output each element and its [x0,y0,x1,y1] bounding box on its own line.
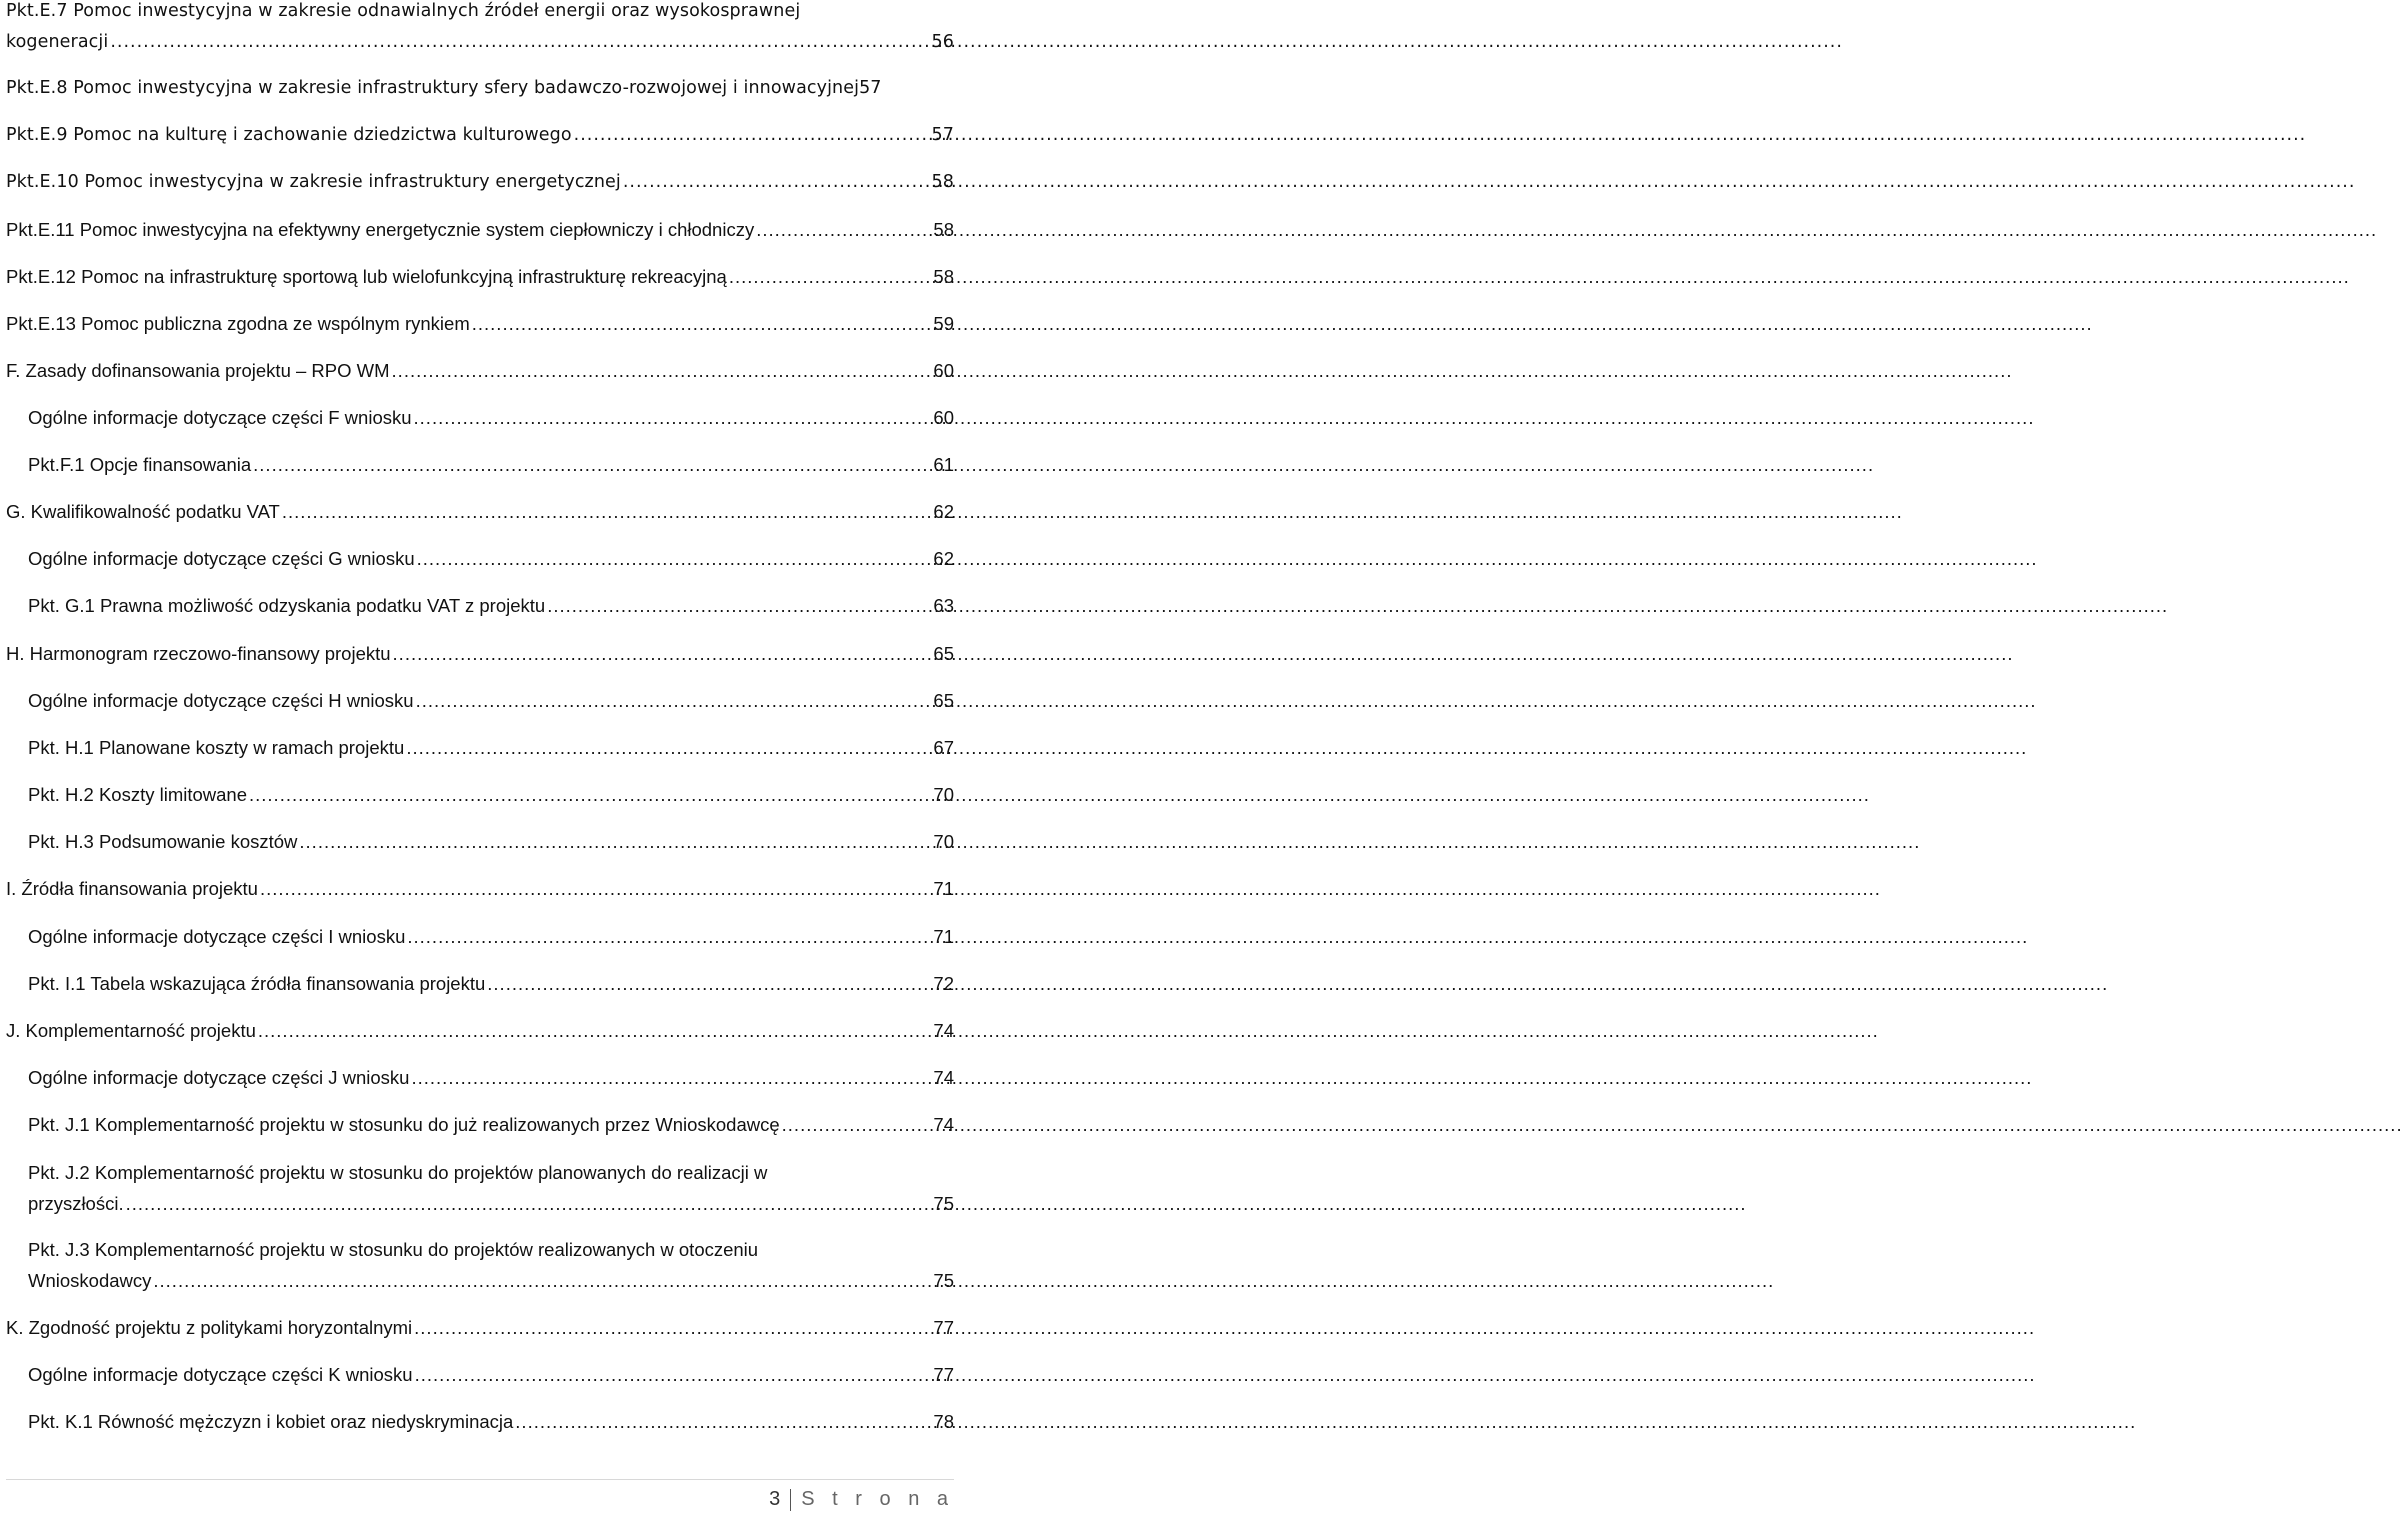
toc-page-number: 61 [933,454,954,475]
toc-entry[interactable] [6,1312,954,1343]
toc-entry-title: Ogólne informacje dotyczące części H wniosku [28,690,414,711]
toc-page-number: 58 [931,172,954,192]
dot-leader [249,779,931,810]
dot-leader [416,685,932,716]
toc-entry[interactable]: Pkt.E.7 Pomoc inwestycyjna w zakresie odnawialnych źródeł energii oraz wysokosprawnej kogeneracji ..... 56 [6,0,954,58]
toc-entry-title: H. Harmonogram rzeczowo-finansowy projektu [6,643,391,664]
dot-leader [153,1265,931,1296]
toc-page-number: 70 [933,831,954,852]
toc-entry[interactable] [28,968,954,999]
dot-leader [547,590,931,621]
toc-entry[interactable] [28,1109,954,1140]
dot-leader [253,449,931,480]
toc-page-number: 74 [933,1114,954,1135]
dot-leader [417,543,932,574]
dot-leader [414,402,932,433]
dot-leader [282,496,932,527]
toc-page-number: 59 [933,313,954,334]
dot-leader [407,921,931,952]
toc-entry[interactable] [6,496,954,527]
dot-leader [782,1109,932,1140]
toc-entry[interactable] [6,308,954,339]
toc-entry-title: Ogólne informacje dotyczące części F wniosku [28,407,412,428]
toc-page-number: 77 [933,1317,954,1338]
toc-entry[interactable] [28,1062,954,1093]
toc-page-number: 75 [933,1193,954,1214]
toc-entry-title: Pkt.E.13 Pomoc publiczna zgodna ze wspólnym rynkiem [6,313,470,334]
toc-page-number: 75 [933,1270,954,1291]
toc-page-number: 60 [933,407,954,428]
footer-page-number: 3 [769,1488,781,1510]
toc-page-number: 63 [933,595,954,616]
toc-entry-title: przyszłości. [28,1193,124,1214]
toc-entry[interactable] [6,120,954,151]
toc-entry-title: F. Zasady dofinansowania projektu – RPO WM [6,360,390,381]
toc-page-number: 60 [933,360,954,381]
toc-page-number: 74 [933,1067,954,1088]
toc-entry[interactable] [28,449,954,480]
toc-page-number: 62 [933,501,954,522]
dot-leader [258,1015,932,1046]
dot-leader [299,826,931,857]
toc-page-number: 58 [933,266,954,287]
toc-entry[interactable] [28,779,954,810]
toc-entry[interactable] [6,73,954,104]
toc-entry[interactable] [28,826,954,857]
toc-entry-title: K. Zgodność projektu z politykami horyzontalnymi [6,1317,413,1338]
toc-entry-title: Ogólne informacje dotyczące części K wniosku [28,1364,413,1385]
toc-entry[interactable] [28,402,954,433]
toc-page-number: 71 [933,878,954,899]
toc-page-number: 71 [933,926,954,947]
dot-leader [472,308,932,339]
toc-page-number: 74 [933,1020,954,1041]
toc-page-number: 72 [933,973,954,994]
dot-leader [406,732,931,763]
dot-leader [415,1359,932,1390]
toc-page-number: 70 [933,784,954,805]
toc-page-number: 67 [933,737,954,758]
toc-entry-title: Pkt.E.11 Pomoc inwestycyjna na efektywny energetycznie system ciepłowniczy i chłodniczy [6,219,755,240]
toc-entry-title: Ogólne informacje dotyczące części I wniosku [28,926,406,947]
dot-leader [126,1188,932,1219]
toc-page-number: 58 [933,219,954,240]
dot-leader [756,214,931,245]
toc-page-number: 65 [933,690,954,711]
dot-leader [414,1312,931,1343]
toc-entry[interactable] [6,873,954,904]
toc-entry-title: G. Kwalifikowalność podatku VAT [6,501,280,522]
toc-entry-title: Pkt. H.1 Planowane koszty w ramach projektu [28,737,405,758]
toc-entry[interactable] [6,1015,954,1046]
toc-entry-title: J. Komplementarność projektu [6,1020,256,1041]
dot-leader [110,27,929,58]
dot-leader [411,1062,931,1093]
dot-leader [729,261,932,292]
toc-page-number: 57 [859,78,882,98]
toc-entry[interactable] [28,1359,954,1390]
dot-leader [393,638,932,669]
toc-page-number: 78 [933,1411,954,1432]
dot-leader [574,120,930,151]
toc-page-number: 56 [931,32,954,52]
toc-entry-title: Pkt.E.9 Pomoc na kulturę i zachowanie dziedzictwa kulturowego [6,125,572,145]
toc-entry-title: I. Źródła finansowania projektu [6,878,258,899]
footer-label: S t r o n a [801,1488,954,1510]
toc-entry-title: Pkt. I.1 Tabela wskazująca źródła finansowania projektu [28,973,486,994]
toc-entry-title: Ogólne informacje dotyczące części G wniosku [28,548,415,569]
toc-entry[interactable] [28,590,954,621]
toc-page-number: 77 [933,1364,954,1385]
toc-page-number: 62 [933,548,954,569]
footer-divider [6,1479,954,1480]
dot-leader [392,355,932,386]
toc-entry-title: Ogólne informacje dotyczące części J wniosku [28,1067,410,1088]
dot-leader [487,968,931,999]
dot-leader [623,167,930,198]
toc-entry[interactable] [6,214,954,245]
toc-entry-title: Pkt. K.1 Równość mężczyzn i kobiet oraz niedyskryminacja [28,1411,514,1432]
toc-entry[interactable] [6,261,954,292]
toc-entry-title: Pkt. G.1 Prawna możliwość odzyskania podatku VAT z projektu [28,595,546,616]
toc-entry[interactable] [28,685,954,716]
toc-entry[interactable] [6,167,954,198]
toc-entry-title: Pkt. H.2 Koszty limitowane [28,784,247,805]
toc-page-number: 65 [933,643,954,664]
toc-page-number: 57 [931,125,954,145]
toc-entry[interactable] [28,732,954,763]
footer-separator [790,1489,791,1511]
dot-leader [260,873,931,904]
toc-entry-title: Pkt.E.10 Pomoc inwestycyjna w zakresie infrastruktury energetycznej [6,172,621,192]
toc-entry-title: Pkt.E.12 Pomoc na infrastrukturę sportową lub wielofunkcyjną infrastrukturę rekreacyjną [6,266,727,287]
toc-entry[interactable] [6,638,954,669]
toc-entry-title: Pkt. J.1 Komplementarność projektu w stosunku do już realizowanych przez Wnioskodawcę [28,1114,780,1135]
toc-entry-title: Wnioskodawcy [28,1270,152,1291]
toc-entry[interactable] [28,921,954,952]
toc-entry[interactable]: Pkt. J.3 Komplementarność projektu w stosunku do projektów realizowanych w otoczeniu Wnioskodawcy ..... 75 [28,1234,954,1296]
toc-entry-title: Pkt.E.8 Pomoc inwestycyjna w zakresie infrastruktury sfery badawczo-rozwojowej i innowacyjnej [6,78,860,98]
dot-leader [515,1406,931,1437]
toc-entry[interactable] [28,1406,954,1437]
toc-entry[interactable] [6,355,954,386]
toc-entry[interactable] [28,543,954,574]
page-footer [769,1488,954,1511]
toc-entry-title: Pkt. H.3 Podsumowanie kosztów [28,831,298,852]
toc-entry-title: kogeneracji [6,32,109,52]
toc-entry-title: Pkt.F.1 Opcje finansowania [28,454,252,475]
toc-entry[interactable]: Pkt. J.2 Komplementarność projektu w stosunku do projektów planowanych do realizacji w przyszłości. ..... 75 [28,1157,954,1219]
